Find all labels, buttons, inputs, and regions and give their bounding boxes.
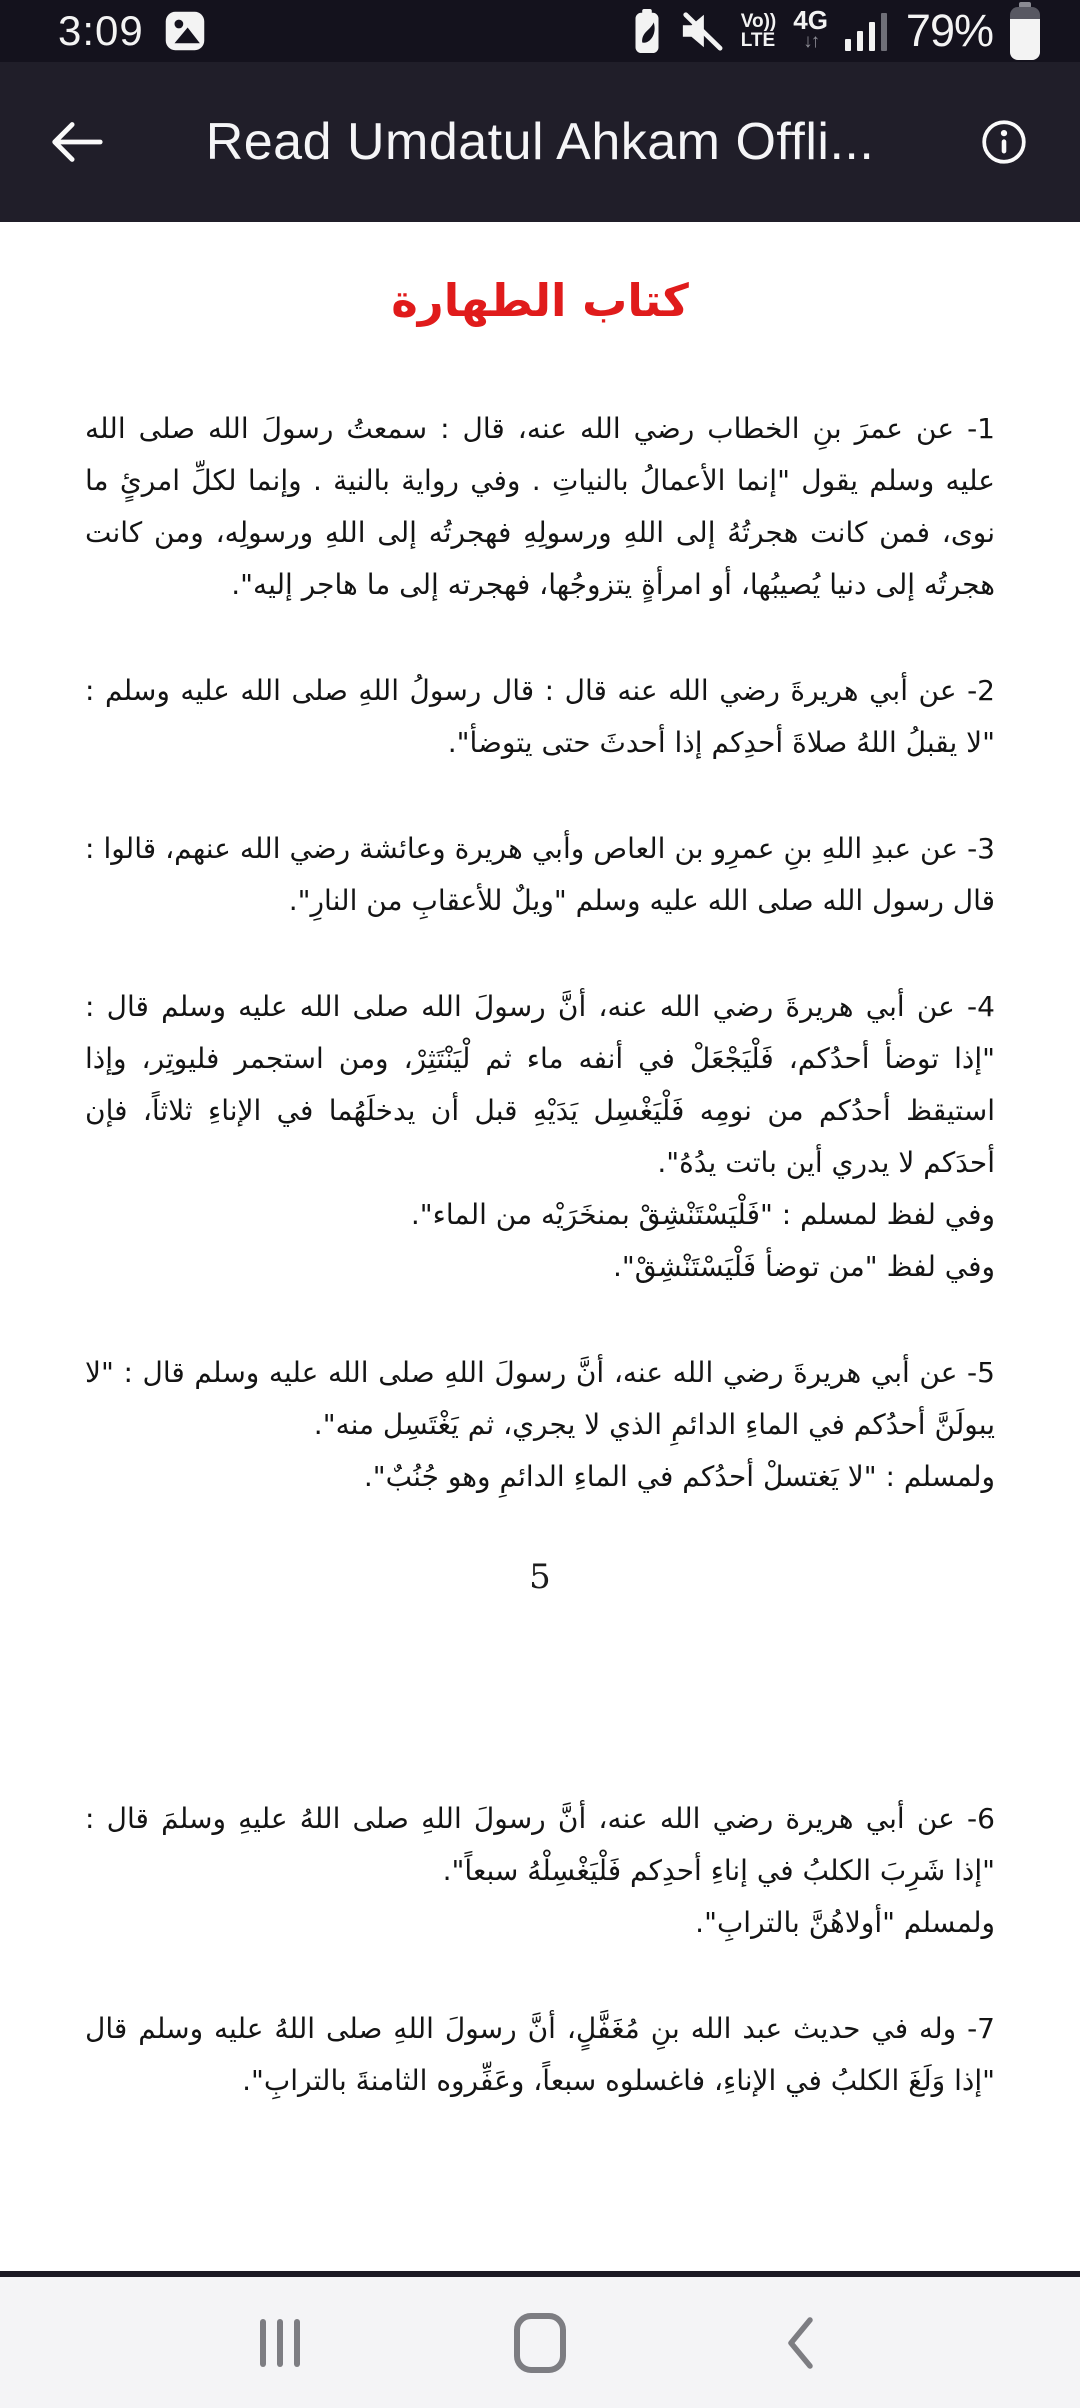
hadith-variant-text: ولمسلم : "لا يَغتسلْ أحدُكم في الماءِ الدائمِ وهو جُنُبٌ". <box>363 1460 995 1493</box>
gallery-notification-icon <box>164 10 206 52</box>
hadith-block-2 <box>85 665 995 769</box>
battery-saver-icon <box>633 8 661 54</box>
hadith-block-1 <box>85 403 995 611</box>
hadith-block-6 <box>85 1793 995 1949</box>
hadith-text: 6- عن أبي هريرة رضي الله عنه، أنَّ رسولَ اللهِ صلى اللهُ عليهِ وسلمَ قال : "إذا شَرِبَ الكلبُ في إناءِ أحدِكم فَلْيَغْسِلْهُ سبعاً". <box>85 1802 995 1887</box>
hadith-text: 7- وله في حديث عبد الله بنِ مُغَفَّلٍ، أنَّ رسولَ اللهِ صلى اللهُ عليه وسلم قال "إذا وَلَغَ الكلبُ في الإناءِ، فاغسلوه سبعاً، وعَفِّروه الثامنةَ بالترابِ". <box>85 2012 995 2097</box>
recents-icon <box>260 2319 300 2367</box>
nav-back-icon <box>785 2315 815 2371</box>
recents-button[interactable] <box>220 2283 340 2403</box>
hadith-text: 4- عن أبي هريرةَ رضي الله عنه، أنَّ رسولَ الله صلى الله عليه وسلم قال : "إذا توضأ أحدُكم، فَلْيَجْعَلْ في أنفه ماء ثم لْيَنْتَثِرْ، ومن استجمر فليوتِر، وإذا استيقظ أحدُكم من نومِه فَلْيَغْسِل يَدَيْهِ قبل أن يدخلَهُما في الإناءِ ثلاثاً، فإن أحدَكم لا يدري أين باتت يدُهُ". <box>85 990 995 1179</box>
page-break-spacer <box>85 1597 995 1793</box>
hadith-variant-text: ولمسلم "أولاهُنَّ بالترابِ". <box>695 1906 995 1939</box>
app-title: Read Umdatul Ahkam Offli... <box>205 113 875 171</box>
signal-strength-icon <box>845 11 889 51</box>
app-bar <box>0 62 1080 222</box>
hadith-text: 2- عن أبي هريرةَ رضي الله عنه قال : قال رسولُ اللهِ صلى الله عليه وسلم : "لا يقبلُ اللهُ صلاةَ أحدِكم إذا أحدثَ حتى يتوضأ". <box>85 674 995 759</box>
back-arrow-icon <box>47 118 105 166</box>
hadith-block-4 <box>85 981 995 1293</box>
mute-icon <box>678 10 724 52</box>
home-icon <box>514 2313 566 2373</box>
reading-area[interactable] <box>0 222 1080 2272</box>
volte-icon: Vo)) LTE <box>740 11 777 51</box>
hadith-block-7 <box>85 2003 995 2107</box>
hadith-block-3 <box>85 823 995 927</box>
info-button[interactable] <box>956 94 1052 190</box>
hadith-variant-text: وفي لفظ "من توضأ فَلْيَسْتَنْشِقْ". <box>613 1250 995 1283</box>
hadith-text: 1- عن عمرَ بنِ الخطاب رضي الله عنه، قال : سمعتُ رسولَ الله صلى الله عليه وسلم يقول "إنما الأعمالُ بالنياتِ . وفي رواية بالنية . وإنما لكلِّ امرئٍ ما نوى، فمن كانت هجرتُهُ إلى اللهِ ورسولِهِ فهجرتُه إلى اللهِ ورسولِه، ومن كانت هجرتُه إلى دنيا يُصيبُها، أو امرأةٍ يتزوجُها، فهجرته إلى ما هاجر إليه". <box>85 412 995 601</box>
hadith-block-5 <box>85 1347 995 1503</box>
battery-icon <box>1010 2 1040 60</box>
hadith-variant-text: وفي لفظ لمسلم : "فَلْيَسْتَنْشِقْ بمنخَرَيْه من الماء". <box>410 1198 995 1231</box>
status-time: 3:09 <box>58 7 144 54</box>
page-number: 5 <box>529 1557 551 1597</box>
chapter-title: كتاب الطهارة <box>391 274 689 327</box>
status-bar <box>0 0 1080 62</box>
home-button[interactable] <box>480 2283 600 2403</box>
back-button[interactable] <box>28 94 124 190</box>
info-icon <box>979 117 1029 167</box>
hadith-text: 3- عن عبدِ اللهِ بنِ عمرِو بن العاص وأبي هريرة وعائشة رضي الله عنهم، قالوا : قال رسول الله صلى الله عليه وسلم "ويلٌ للأعقابِ من النارِ". <box>85 832 995 917</box>
navigation-bar <box>0 2277 1080 2408</box>
network-type-icon: 4G ↓↑ <box>793 5 828 52</box>
hadith-text: 5- عن أبي هريرةَ رضي الله عنه، أنَّ رسولَ اللهِ صلى الله عليه وسلم قال : "لا يبولَنَّ أحدُكم في الماءِ الدائمِ الذي لا يجري، ثم يَغْتَسِل منه". <box>85 1356 995 1441</box>
nav-back-button[interactable] <box>740 2283 860 2403</box>
battery-percent: 79% <box>905 5 993 56</box>
